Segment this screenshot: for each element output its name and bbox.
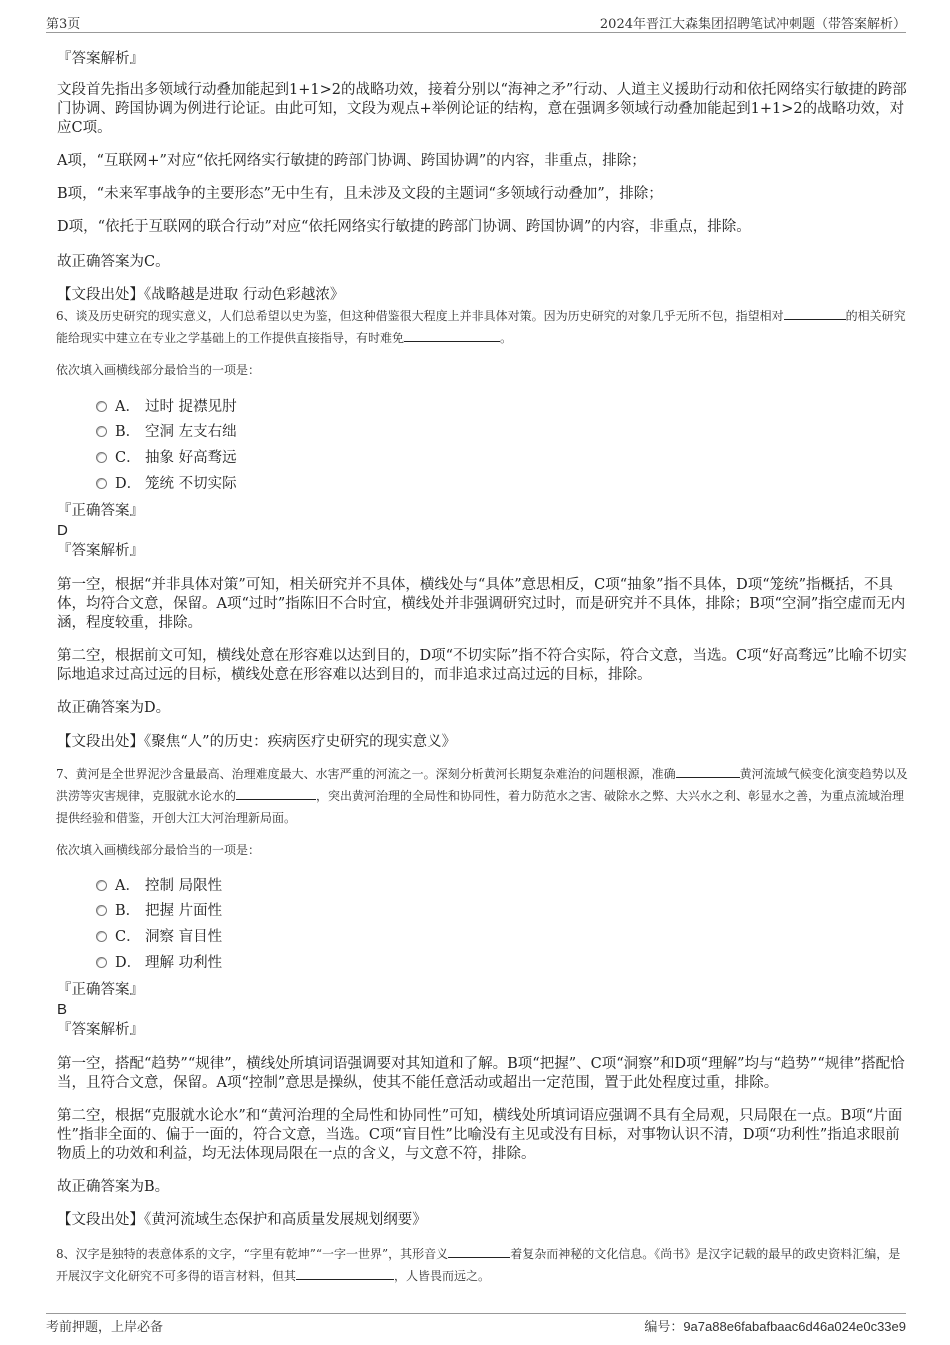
- radio-icon[interactable]: [96, 452, 107, 463]
- page-number: 第3页: [46, 17, 81, 32]
- q7-analysis-paragraph-2: 第二空，根据“克服就水论水”和“黄河治理的全局性和协同性”可知，横线处所填词语应强调不具有全局观，只局限在一点。B项“片面性”指非全面的、偏于一面的，符合文意，当选。C项“盲目性”比喻没有主见或没有目标，对事物认识不清，D项“功利性”指追求眼前物质上的功效和利益，均无法体现局限在一点的含义，与文意不符，排除。: [57, 1108, 903, 1162]
- q7-option-b[interactable]: B． 把握 片面性: [96, 901, 222, 921]
- radio-icon[interactable]: [96, 880, 107, 891]
- q8-stem: [56, 1243, 910, 1287]
- q7-analysis-paragraph-1: 第一空，搭配“趋势”“规律”，横线处所填词语强调要对其知道和了解。B项“把握”、C项“洞察”和D项“理解”均与“趋势”“规律”搭配恰当，且符合文意，保留。A项“控制”意思是操纵，使其不能任意活动或超出一定范围，置于此处程度过重，排除。: [57, 1056, 905, 1091]
- q6-blank-2: [404, 329, 500, 342]
- radio-icon[interactable]: [96, 905, 107, 916]
- q6-prompt: 依次填入画横线部分最恰当的一项是：: [56, 363, 261, 377]
- q7-answer: B: [57, 1001, 68, 1018]
- q7-option-c[interactable]: C． 洞察 盲目性: [96, 927, 222, 947]
- q7-stem: [56, 763, 910, 829]
- q7-source: 【文段出处】《黄河流域生态保护和高质量发展规划纲要》: [57, 1212, 427, 1228]
- q5-analysis-label: 『答案解析』: [57, 51, 144, 67]
- q8-stem-part2: 着复杂而神秘的文化信息。《尚书》是汉字记载的最早的政史资料汇编，是开展汉字文化研究不可多得的语言材料，但其: [56, 1247, 901, 1283]
- q6-blank-1: [784, 307, 846, 320]
- q6-option-a[interactable]: A． 过时 捉襟见肘: [96, 397, 237, 417]
- radio-icon[interactable]: [96, 957, 107, 968]
- q6-stem-part3: 。: [500, 331, 513, 345]
- q6-option-b[interactable]: B． 空洞 左支右绌: [96, 422, 237, 442]
- q8-blank-1: [448, 1245, 510, 1258]
- q6-stem-part1: 6、谈及历史研究的现实意义，人们总希望以史为鉴，但这种借鉴很大程度上并非具体对策。因为历史研究的对象几乎无所不包，指望相对: [56, 309, 784, 323]
- q6-analysis-label: 『答案解析』: [57, 543, 144, 559]
- q7-prompt: 依次填入画横线部分最恰当的一项是：: [56, 843, 261, 857]
- radio-icon[interactable]: [96, 426, 107, 437]
- q5-analysis-paragraph: 文段首先指出多领域行动叠加能起到1+1>2的战略功效，接着分别以“海神之矛”行动、人道主义援助行动和依托网络实行敏捷的跨部门协调、跨国协调为例进行论证。由此可知，文段为观点+举例论证的结构，意在强调多领域行动叠加能起到1+1>2的战略功效，对应C项。: [57, 82, 907, 136]
- footer-code-value: 9a7a88e6fabafbaac6d46a024e0c33e9: [683, 1319, 906, 1334]
- document-title: 2024年晋江大森集团招聘笔试冲刺题（带答案解析）: [599, 17, 906, 32]
- page-footer: [46, 1313, 906, 1335]
- footer-slogan: 考前押题，上岸必备: [46, 1320, 164, 1335]
- q7-conclusion: 故正确答案为B。: [57, 1179, 170, 1195]
- q6-answer: D: [57, 522, 68, 539]
- radio-icon[interactable]: [96, 478, 107, 489]
- q6-answer-label: 『正确答案』: [57, 503, 144, 519]
- q8-stem-part1: 8、汉字是独特的表意体系的文字，“字里有乾坤”“一字一世界”，其形音义: [56, 1247, 449, 1261]
- q5-analysis-option-b: B项，“未来军事战争的主要形态”无中生有，且未涉及文段的主题词“多领域行动叠加”，排除；: [57, 186, 663, 202]
- q6-option-d[interactable]: D． 笼统 不切实际: [96, 474, 237, 494]
- page-header: [46, 10, 906, 33]
- q5-source: 【文段出处】《战略越是进取 行动色彩越浓》: [57, 287, 345, 303]
- footer-code: [644, 1316, 906, 1335]
- q7-stem-part1: 7、黄河是全世界泥沙含量最高、治理难度最大、水害严重的河流之一。深刻分析黄河长期复杂难治的问题根源，准确: [56, 767, 676, 781]
- q7-analysis-label: 『答案解析』: [57, 1022, 144, 1038]
- q8-blank-2: [296, 1267, 394, 1280]
- q7-stem-part3: ，突出黄河治理的全局性和协同性，着力防范水之害、破除水之弊、大兴水之利、彰显水之善，为重点流域治理提供经验和借鉴，开创大江大河治理新局面。: [56, 789, 905, 825]
- footer-code-label: 编号：: [644, 1320, 684, 1335]
- q7-option-a[interactable]: A． 控制 局限性: [96, 876, 222, 896]
- q8-stem-part3: ，人皆畏而远之。: [394, 1269, 491, 1283]
- radio-icon[interactable]: [96, 401, 107, 412]
- q5-analysis-option-d: D项，“依托于互联网的联合行动”对应“依托网络实行敏捷的跨部门协调、跨国协调”的内容，非重点，排除。: [57, 219, 751, 235]
- q5-analysis-option-a: A项，“互联网+”对应“依托网络实行敏捷的跨部门协调、跨国协调”的内容，非重点，排除；: [57, 153, 646, 169]
- q7-answer-label: 『正确答案』: [57, 982, 144, 998]
- q6-stem: [56, 305, 910, 349]
- radio-icon[interactable]: [96, 931, 107, 942]
- q6-source: 【文段出处】《聚焦“人”的历史：疾病医疗史研究的现实意义》: [57, 734, 457, 750]
- q7-stem-part2: 黄河流域气候变化演变趋势以及洪涝等灾害规律，克服就水论水的: [56, 767, 908, 803]
- q6-analysis-paragraph-2: 第二空，根据前文可知，横线处意在形容难以达到目的，D项“不切实际”指不符合实际，符合文意，当选。C项“好高骛远”比喻不切实际地追求过高过远的目标，横线处意在形容难以达到目的，而非追求过高过远的目标，排除。: [57, 648, 907, 683]
- q5-conclusion: 故正确答案为C。: [57, 254, 170, 270]
- q6-analysis-paragraph-1: 第一空，根据“并非具体对策”可知，相关研究并不具体，横线处与“具体”意思相反，C项“抽象”指不具体，D项“笼统”指概括，不具体，均符合文意，保留。A项“过时”指陈旧不合时宜，横线处并非强调研究过时，而是研究并不具体，排除；B项“空洞”指空虚而无内涵，程度较重，排除。: [57, 577, 906, 631]
- q6-option-c[interactable]: C． 抽象 好高骛远: [96, 448, 237, 468]
- q6-conclusion: 故正确答案为D。: [57, 700, 171, 716]
- q6-stem-part2: 的相关研究能给现实中建立在专业之学基础上的工作提供直接指导，有时难免: [56, 309, 906, 345]
- q7-blank-1: [676, 765, 740, 778]
- q7-blank-2: [236, 787, 316, 800]
- q7-option-d[interactable]: D． 理解 功利性: [96, 953, 222, 973]
